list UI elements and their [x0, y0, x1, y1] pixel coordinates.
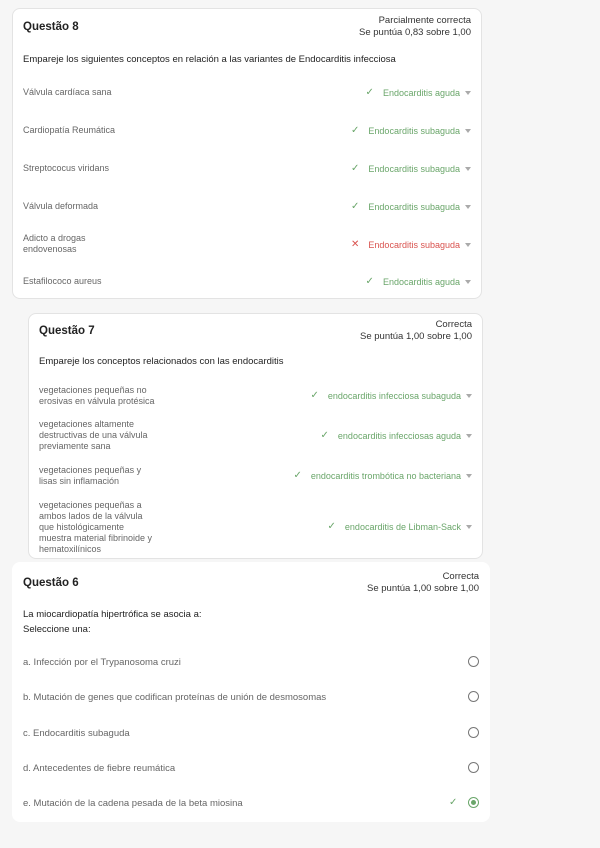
match-label: vegetaciones pequeñas a ambos lados de la válvula que histológicamente muestra material fibrinoide y hematoxilínicos: [39, 500, 153, 554]
cross-icon: ✕: [351, 239, 360, 250]
match-label: vegetaciones altamente destructivas de una válvula previamente sana: [39, 419, 148, 451]
match-label: Válvula deformada: [23, 201, 99, 211]
answer-value: Endocarditis subaguda: [368, 239, 460, 250]
question-7-card: [28, 313, 483, 559]
status-text: Parcialmente correcta: [378, 15, 471, 26]
check-icon: ✓: [320, 430, 329, 441]
question-status: [367, 571, 479, 595]
question-status: [359, 15, 471, 39]
radio-option-b[interactable]: [468, 691, 479, 702]
match-select[interactable]: [351, 125, 471, 136]
match-label: vegetaciones pequeñas no erosivas en válvula protésica: [39, 385, 155, 406]
match-select[interactable]: [328, 521, 472, 532]
match-select[interactable]: [366, 276, 471, 287]
caret-down-icon: [465, 129, 471, 133]
answer-option-d[interactable]: d. Antecedentes de fiebre reumática: [23, 763, 176, 774]
match-label: vegetaciones pequeñas y lisas sin inflamación: [39, 465, 142, 486]
caret-down-icon: [465, 243, 471, 247]
answer-value: Endocarditis subaguda: [368, 201, 460, 212]
question-prompt: Empareje los conceptos relacionados con las endocarditis: [39, 356, 284, 367]
check-icon: ✓: [310, 390, 319, 401]
check-icon: ✓: [449, 797, 458, 808]
caret-down-icon: [466, 525, 472, 529]
match-select[interactable]: [366, 87, 471, 98]
radio-option-c[interactable]: [468, 727, 479, 738]
answer-option-e[interactable]: e. Mutación de la cadena pesada de la beta miosina: [23, 798, 243, 809]
score-text: Se puntúa 0,83 sobre 1,00: [359, 27, 471, 38]
match-label: Válvula cardíaca sana: [23, 87, 112, 97]
match-select[interactable]: [351, 163, 471, 174]
caret-down-icon: [465, 205, 471, 209]
check-icon: ✓: [351, 125, 360, 136]
caret-down-icon: [465, 280, 471, 284]
answer-value: Endocarditis subaguda: [368, 163, 460, 174]
match-select[interactable]: [294, 470, 472, 481]
status-text: Correcta: [442, 571, 479, 582]
match-label: Streptococus viridans: [23, 163, 110, 173]
caret-down-icon: [466, 434, 472, 438]
question-prompt: La miocardiopatía hipertrófica se asocia a:: [23, 609, 202, 620]
answer-value: endocarditis infecciosas aguda: [337, 430, 461, 441]
match-select[interactable]: [311, 390, 472, 401]
caret-down-icon: [465, 91, 471, 95]
check-icon: ✓: [293, 470, 302, 481]
answer-option-b[interactable]: b. Mutación de genes que codifican proteínas de unión de desmosomas: [23, 692, 327, 703]
answer-value: Endocarditis aguda: [382, 87, 460, 98]
answer-option-c[interactable]: c. Endocarditis subaguda: [23, 728, 130, 739]
status-text: Correcta: [435, 319, 472, 330]
check-icon: ✓: [351, 201, 360, 212]
question-prompt: Empareje los siguientes conceptos en relación a las variantes de Endocarditis infecciosa: [23, 54, 396, 65]
question-title: Questão 7: [39, 325, 95, 337]
answer-option-a[interactable]: a. Infección por el Trypanosoma cruzi: [23, 657, 181, 668]
match-select[interactable]: [351, 239, 471, 250]
answer-value: endocarditis trombótica no bacteriana: [310, 470, 461, 481]
caret-down-icon: [466, 474, 472, 478]
question-instruction: Seleccione una:: [23, 624, 91, 635]
question-title: Questão 6: [23, 577, 79, 589]
caret-down-icon: [465, 167, 471, 171]
match-select[interactable]: [321, 430, 472, 441]
question-6-card: [12, 562, 490, 822]
score-text: Se puntúa 1,00 sobre 1,00: [360, 331, 472, 342]
check-icon: ✓: [351, 163, 360, 174]
match-select[interactable]: [351, 201, 471, 212]
answer-value: Endocarditis subaguda: [368, 125, 460, 136]
radio-option-e[interactable]: [468, 797, 479, 808]
check-icon: ✓: [365, 276, 374, 287]
match-label: Adicto a drogas endovenosas: [23, 233, 86, 254]
radio-option-a[interactable]: [468, 656, 479, 667]
question-status: [360, 319, 472, 343]
match-label: Cardiopatía Reumática: [23, 125, 116, 135]
match-label: Estafilococo aureus: [23, 276, 102, 286]
score-text: Se puntúa 1,00 sobre 1,00: [367, 583, 479, 594]
check-icon: ✓: [365, 87, 374, 98]
answer-value: endocarditis de Libman-Sack: [344, 521, 461, 532]
radio-option-d[interactable]: [468, 762, 479, 773]
question-8-card: [12, 8, 482, 299]
caret-down-icon: [466, 394, 472, 398]
answer-value: endocarditis infecciosa subaguda: [327, 390, 461, 401]
answer-value: Endocarditis aguda: [382, 276, 460, 287]
question-title: Questão 8: [23, 21, 79, 33]
check-icon: ✓: [327, 521, 336, 532]
